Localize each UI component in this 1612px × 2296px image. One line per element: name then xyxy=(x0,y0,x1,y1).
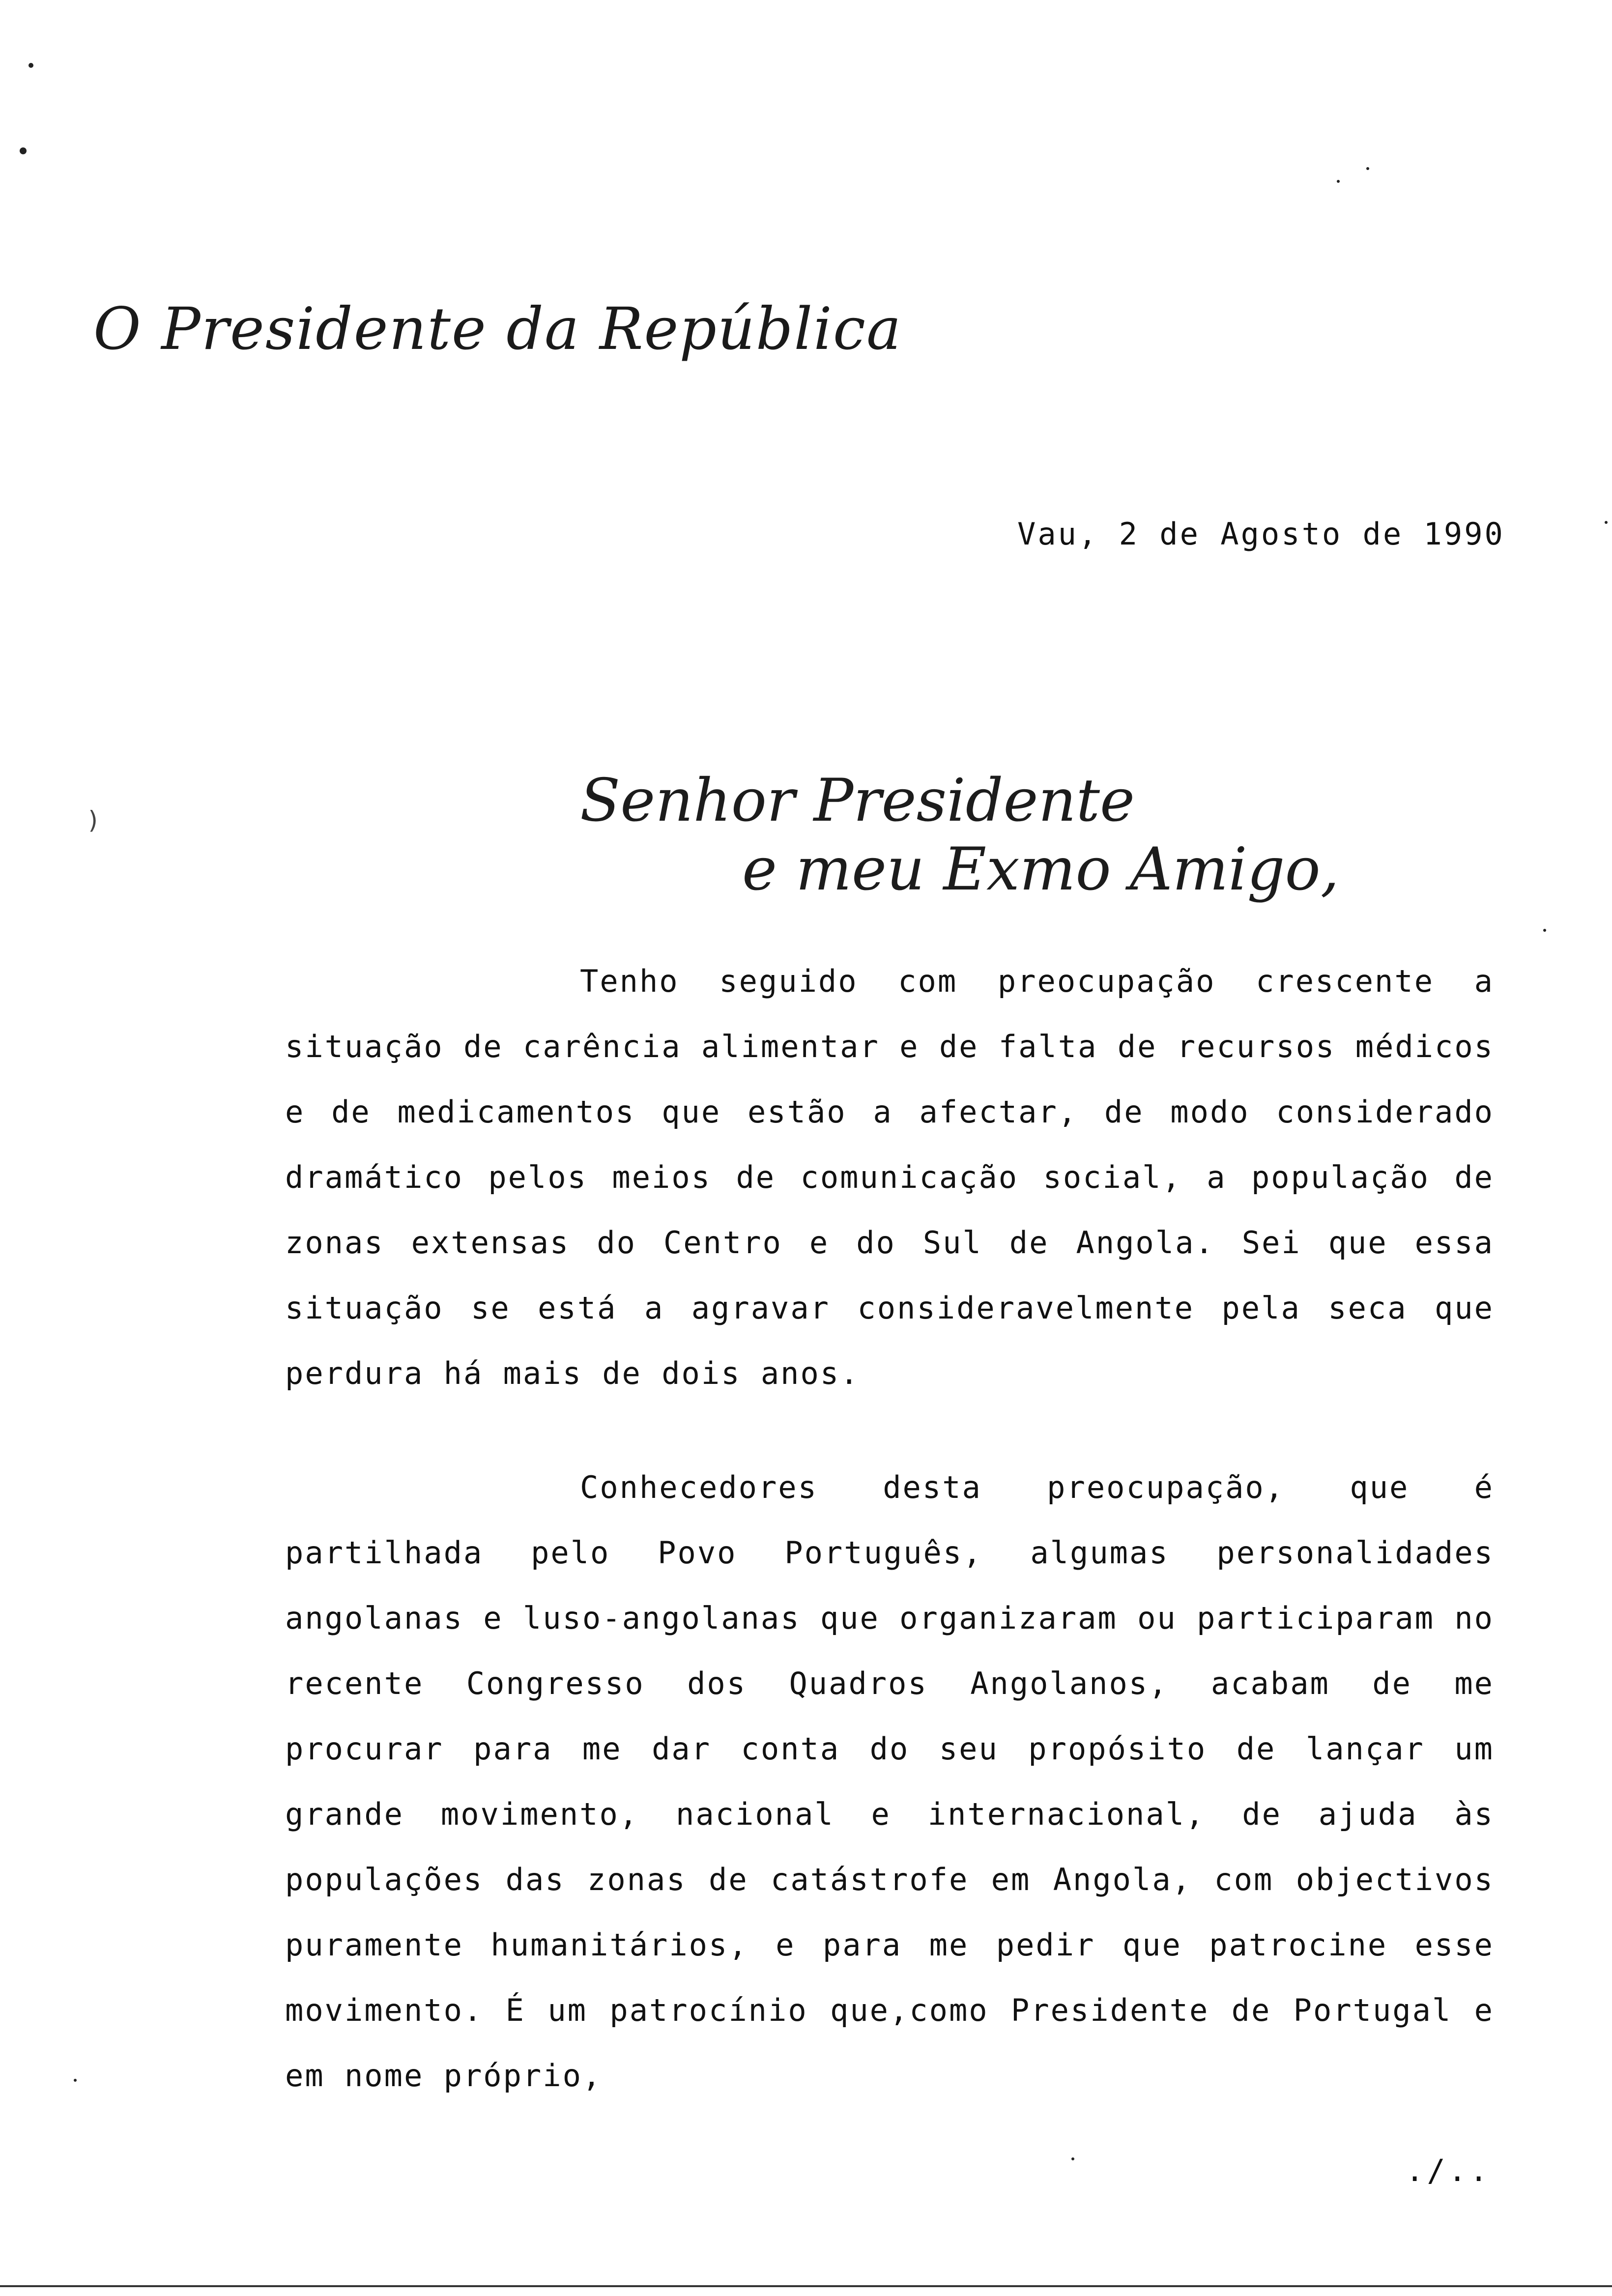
paragraph-1: Tenho seguido com preocupação crescente a situação de carência alimentar e de falta de recursos médicos e de medicamentos que estão a afectar, de modo considerado dramático pelos meios de comunicação social, a população de zonas extensas do Centro e do Sul de Angola. Sei que essa situação se está a agravar consideravelmente pela seca que perdura há mais de dois anos. xyxy=(285,963,1494,1391)
date-line: Vau, 2 de Agosto de 1990 xyxy=(1017,516,1505,552)
scan-speck xyxy=(1337,180,1340,183)
salutation-line-2: e meu Exmo Amigo, xyxy=(742,835,1339,904)
letterhead: O Presidente da República xyxy=(93,295,902,363)
margin-mark: ) xyxy=(86,806,101,834)
scan-speck xyxy=(1071,2157,1074,2160)
paragraph-2: Conhecedores desta preocupação, que é partilhada pelo Povo Português, algumas personalidades angolanas e luso-angolanas que organizaram ou participaram no recente Congresso dos Quadros Angolanos, acabam de me procurar para me dar conta do seu propósito de lançar um grande movimento, nacional e internacional, de ajuda às populações das zonas de catástrofe em Angola, com objectivos puramente humanitários, e para me pedir que patrocine esse movimento. É um patrocínio que,como Presidente de Portugal e em nome próprio, xyxy=(285,1469,1494,2094)
scan-speck xyxy=(1605,521,1608,524)
scan-speck xyxy=(1543,929,1546,932)
scan-speck xyxy=(20,147,27,154)
scan-speck xyxy=(1366,167,1369,170)
scan-speck xyxy=(29,63,33,68)
salutation-line-1: Senhor Presidente xyxy=(580,767,1135,835)
handwritten-salutation xyxy=(580,767,1339,904)
scan-speck xyxy=(74,2079,77,2082)
continuation-mark: ./.. xyxy=(1406,2152,1491,2188)
scan-edge-line xyxy=(0,2285,1612,2287)
